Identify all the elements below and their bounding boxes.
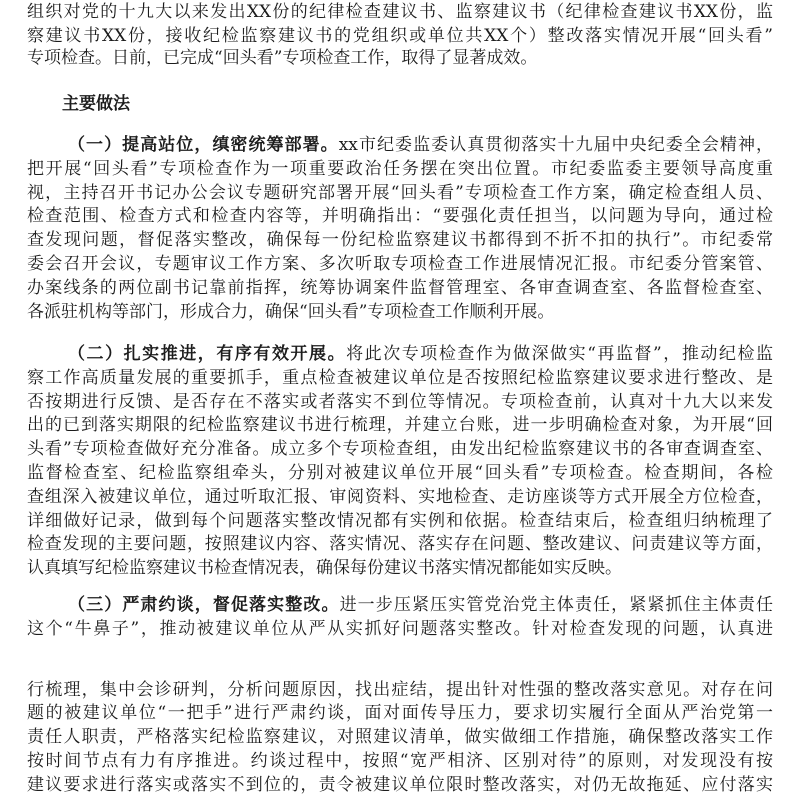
paragraph-line: 检查发现的主要问题，按照建议内容、落实情况、落实存在问题、整改建议、问责建议等方面， [27, 534, 773, 555]
paragraph-line: 责任人职责，严格落实纪检监察建议，对照建议清单，做实做细工作措施，确保整改落实工作 [27, 727, 773, 748]
intro-line: 察建议书XX份，接收纪检监察建议书的党组织或单位共XX个）整改落实情况开展“回头看” [27, 26, 773, 46]
intro-line: 组织对党的十九大以来发出XX份的纪律检查建议书、监察建议书（纪律检查建议书XX份，监 [27, 2, 773, 22]
paragraph-line: 查发现问题，督促落实整改，确保每一份纪检监察建议书都得到不折不扣的执行”。市纪委常 [27, 230, 773, 251]
paragraph-text: 将此次专项检查作为做深做实“再监督”，推动纪检监 [346, 344, 773, 364]
paragraph-line: 建议要求进行落实或落实不到位的，责令被建议单位限时整改落实，对仍无故拖延、应付落实 [27, 774, 773, 795]
paragraph-line: 察工作高质量发展的重要抓手，重点检查被建议单位是否按照纪检监察建议要求进行整改、是 [27, 367, 773, 388]
paragraph-line: 行梳理，集中会诊研判，分析问题原因，找出症结，提出针对性强的整改落实意见。对存在问 [27, 679, 773, 700]
paragraph-line: 这个“牛鼻子”，推动被建议单位从严从实抓好问题落实整改。针对检查发现的问题，认真进 [27, 618, 773, 639]
paragraph-first-line [68, 342, 773, 366]
paragraph-line: 视，主持召开书记办公会议专题研究部署开展“回头看”专项检查工作方案，确定检查组人员、 [27, 182, 773, 203]
paragraph-line: 办案线条的两位副书记靠前指挥，统筹协调案件监督管理室、各审查调查室、各监督检查室、 [27, 277, 773, 298]
paragraph-text: xx市纪委监委认真贯彻落实十九届中央纪委全会精神， [338, 135, 773, 155]
paragraph-lead: （一）提高站位，缜密统筹部署。 [68, 135, 339, 155]
section-heading: 主要做法 [62, 94, 130, 114]
paragraph-line: 详细做好记录，做到每个问题落实整改情况都有实例和依据。检查结束后，检查组归纳梳理了 [27, 510, 773, 531]
paragraph-first-line [68, 133, 773, 157]
paragraph-line: 检查范围、检查方式和检查内容等，并明确指出：“要强化责任担当，以问题为导向，通过检 [27, 206, 773, 227]
paragraph-first-line [68, 593, 773, 617]
paragraph-line: 出的已到落实期限的纪检监察建议书进行梳理，并建立台账，进一步明确检查对象，为开展“回 [27, 415, 773, 436]
paragraph-line: 否按期进行反馈、是否存在不落实或者落实不到位等情况。专项检查前，认真对十九大以来发 [27, 391, 773, 412]
paragraph-text: 进一步压紧压实管党治党主体责任，紧紧抓住主体责任 [339, 595, 773, 615]
paragraph-lead: （二）扎实推进，有序有效开展。 [68, 344, 347, 364]
paragraph-line: 头看”专项检查做好充分准备。成立多个专项检查组，由发出纪检监察建议书的各审查调查室、 [27, 439, 773, 460]
paragraph-line: 认真填写纪检监察建议书检查情况表，确保每份建议书落实情况都能如实反映。 [27, 558, 622, 579]
intro-line: 专项检查。日前，已完成“回头看”专项检查工作，取得了显著成效。 [27, 48, 538, 68]
paragraph-line: 委会召开会议，专题审议工作方案、多次听取专项检查工作进展情况汇报。市纪委分管案管、 [27, 254, 773, 274]
paragraph-line: 把开展“回头看”专项检查作为一项重要政治任务摆在突出位置。市纪委监委主要领导高度重 [27, 158, 773, 179]
paragraph-lead: （三）严肃约谈，督促落实整改。 [68, 595, 340, 615]
paragraph-line: 题的被建议单位“一把手”进行严肃约谈，面对面传导压力，要求切实履行全面从严治党第一 [27, 703, 773, 724]
paragraph-line: 各派驻机构等部门，形成合力，确保“回头看”专项检查工作顺利开展。 [27, 301, 555, 322]
paragraph-line: 按时间节点有力有序推进。约谈过程中，按照“宽严相济、区别对待”的原则，对发现没有按 [27, 751, 773, 771]
paragraph-line: 查组深入被建议单位，通过听取汇报、审阅资料、实地检查、走访座谈等方式开展全方位检查， [27, 486, 773, 507]
paragraph-line: 监督检查室、纪检监察组牵头，分别对被建议单位开展“回头看”专项检查。检查期间，各检 [27, 463, 773, 483]
